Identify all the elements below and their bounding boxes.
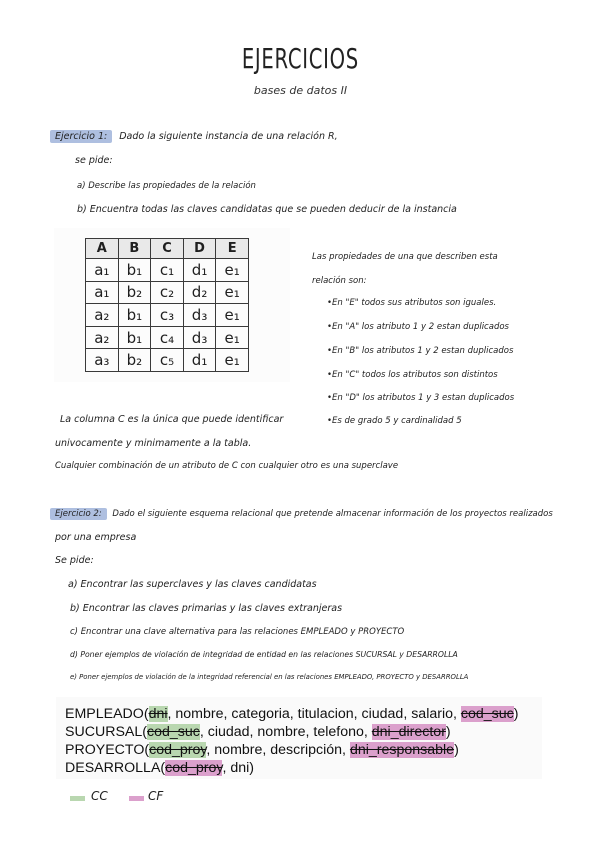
table-cell: d₃ <box>183 304 216 327</box>
ex2-item-d: d) Poner ejemplos de violación de integridad de entidad en las relaciones SUCURSAL y DESARROLLA <box>70 650 458 659</box>
table-cell: a₂ <box>86 326 119 349</box>
legend-cc-label: CC <box>91 789 108 803</box>
ex2-header <box>50 509 553 519</box>
schema-empleado <box>65 706 518 722</box>
relation-table-image <box>54 228 290 382</box>
table-cell: c₂ <box>151 281 184 304</box>
legend-cf-swatch <box>129 796 144 801</box>
table-cell: e₁ <box>216 349 249 372</box>
prop-item: • En "B" los atributos 1 y 2 estan duplicados <box>327 346 513 356</box>
foreign-key: dni_responsable <box>349 742 455 758</box>
relation-attributes: , nombre, descripción, <box>206 742 350 758</box>
answer-line1: La columna C es la única que puede identificar <box>60 414 284 425</box>
foreign-key: cod_suc <box>460 706 514 722</box>
table-cell: a₂ <box>86 304 119 327</box>
prop-item: • En "C" todos los atributos son distintos <box>327 370 498 380</box>
answer-line3: Cualquier combinación de un atributo de C con cualquier otro es una superclave <box>55 461 399 471</box>
table-cell: c₁ <box>151 259 184 282</box>
relation-close: ) <box>513 706 519 722</box>
table-cell: d₁ <box>183 259 216 282</box>
prop-item: • En "E" todos sus atributos son iguales. <box>327 298 496 308</box>
relation-close: ) <box>454 742 459 758</box>
answer-line2: univocamente y minimamente a la tabla. <box>55 438 252 449</box>
relation-table <box>85 238 249 372</box>
relational-schema <box>56 697 542 779</box>
foreign-key: dni_director <box>371 724 446 740</box>
table-cell: b₂ <box>118 281 151 304</box>
ex1-item-a: a) Describe las propiedades de la relación <box>77 181 256 191</box>
table-cell: a₁ <box>86 259 119 282</box>
candidate-key: dni <box>148 706 168 722</box>
table-cell: e₁ <box>216 259 249 282</box>
table-header-cell: E <box>216 239 249 259</box>
schema-proyecto <box>65 742 459 758</box>
relation-close: ) <box>445 724 451 740</box>
ex2-tag: Ejercicio 2: <box>50 508 107 520</box>
page-title: EJERCICIOS <box>241 42 359 75</box>
relation-name: EMPLEADO( <box>65 706 149 722</box>
ex2-item-c: c) Encontrar una clave alternativa para las relaciones EMPLEADO y PROYECTO <box>70 627 405 637</box>
relation-name: SUCURSAL( <box>65 724 147 740</box>
prop-item: • En "D" los atributos 1 y 3 estan duplicados <box>327 393 514 403</box>
ex2-item-a: a) Encontrar las superclaves y las claves candidatas <box>68 579 317 590</box>
relation-name: DESARROLLA( <box>65 760 166 776</box>
ex2-item-e: e) Poner ejemplos de violación de la integridad referencial en las relaciones EMPLEADO, PROYECTO y DESARROLLA <box>70 673 469 681</box>
ex2-item-b: b) Encontrar las claves primarias y las claves extranjeras <box>70 603 343 614</box>
ex1-header <box>50 131 338 142</box>
ex2-statement-line2: por una empresa <box>55 532 137 543</box>
table-header-cell: B <box>118 239 151 259</box>
schema-sucursal <box>65 724 451 740</box>
ex1-item-b: b) Encuentra todas las claves candidatas que se pueden deducir de la instancia <box>77 204 457 215</box>
table-cell: b₁ <box>118 304 151 327</box>
table-cell: e₁ <box>216 326 249 349</box>
table-cell: c₃ <box>151 304 184 327</box>
table-cell: d₁ <box>183 349 216 372</box>
table-cell: b₁ <box>118 259 151 282</box>
table-cell: d₂ <box>183 281 216 304</box>
candidate-key: cod_proy <box>149 742 207 758</box>
table-cell: d₃ <box>183 326 216 349</box>
relation-attributes: , ciudad, nombre, telefono, <box>199 724 372 740</box>
table-row <box>86 349 249 372</box>
schema-desarrolla <box>65 760 254 776</box>
ex1-tag: Ejercicio 1: <box>50 130 112 143</box>
foreign-key: cod_proy <box>165 760 223 776</box>
candidate-key: cod_suc <box>147 724 200 740</box>
table-row <box>86 304 249 327</box>
ex2-statement-line1: Dado el siguiente esquema relacional que pretende almacenar información de los proyectos realizados <box>112 509 553 519</box>
ex2-se-pide: Se pide: <box>55 555 94 566</box>
props-intro-line1: Las propiedades de una que describen esta <box>312 252 498 262</box>
table-header-cell: A <box>86 239 119 259</box>
table-row <box>86 326 249 349</box>
prop-item: • Es de grado 5 y cardinalidad 5 <box>327 416 462 426</box>
table-header-cell: C <box>151 239 184 259</box>
table-cell: c₄ <box>151 326 184 349</box>
legend-cc-swatch <box>70 796 85 801</box>
ex1-se-pide: se pide: <box>75 155 113 166</box>
table-cell: c₅ <box>151 349 184 372</box>
table-cell: a₁ <box>86 281 119 304</box>
relation-attributes: , dni) <box>222 760 254 776</box>
table-cell: e₁ <box>216 304 249 327</box>
prop-item: • En "A" los atributo 1 y 2 estan duplicados <box>327 322 509 332</box>
table-header-cell: D <box>183 239 216 259</box>
table-cell: b₂ <box>118 349 151 372</box>
table-cell: a₃ <box>86 349 119 372</box>
table-row <box>86 259 249 282</box>
table-row <box>86 281 249 304</box>
ex1-statement: Dado la siguiente instancia de una relación R, <box>119 131 338 142</box>
page-subtitle: bases de datos II <box>253 84 348 97</box>
props-intro-line2: relación son: <box>312 276 367 286</box>
table-cell: e₁ <box>216 281 249 304</box>
relation-attributes: , nombre, categoria, titulacion, ciudad, salario, <box>167 706 461 722</box>
legend-cf-label: CF <box>148 789 164 803</box>
table-cell: b₁ <box>118 326 151 349</box>
relation-name: PROYECTO( <box>65 742 150 758</box>
